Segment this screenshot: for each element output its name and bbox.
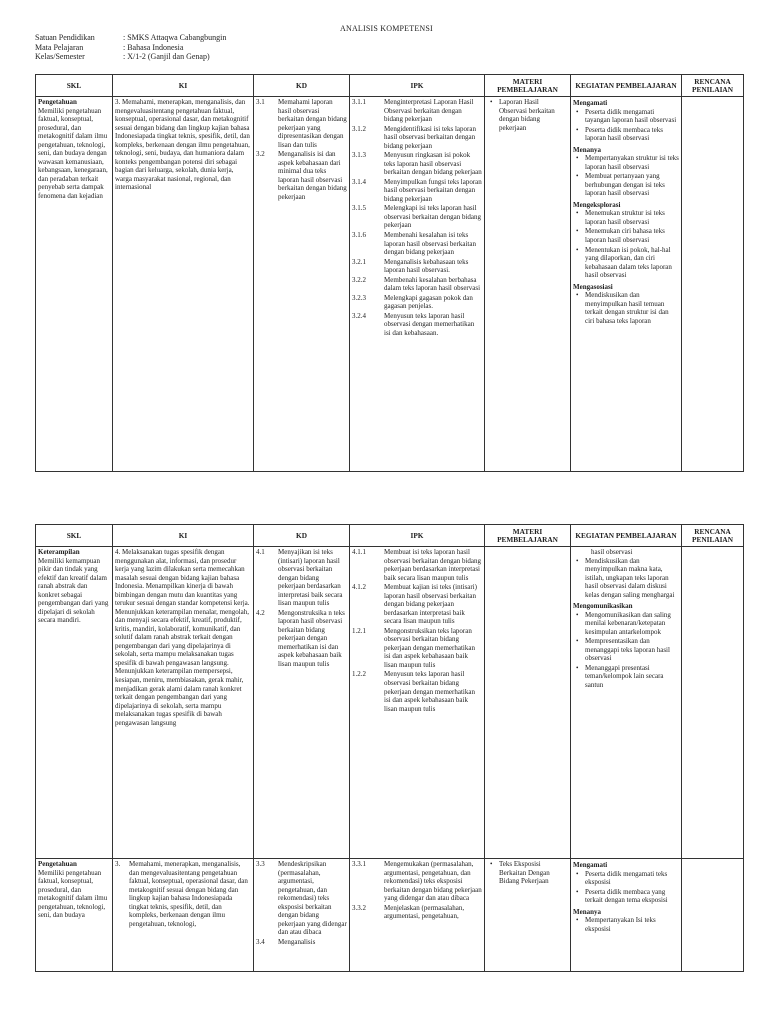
- ipk-text: Menjelaskan (permasalahan, argumentasi, pengetahuan,: [384, 903, 465, 921]
- ipk-text: Membenahi kesalahan isi teks laporan hasil observasi berkaitan dengan bidang pekerjaan: [384, 230, 476, 257]
- header-ipk: IPK: [350, 75, 485, 97]
- ipk-text: Membuat kajian isi teks (intisari) laporan hasil observasi berkaitan dengan bidang pekerjaan berdasarkan interpretasi baik secara lisan maupun tulis: [384, 583, 477, 626]
- kegiatan-cell: [571, 547, 682, 859]
- ipk-item: [352, 294, 482, 311]
- kegiatan-heading: Mengamati: [573, 99, 608, 107]
- skl-heading: Pengetahuan: [38, 860, 77, 868]
- kd-item: [256, 609, 347, 669]
- ipk-text: Mengidentifikasi isi teks laporan hasil observasi berkaitan dengan bidang pekerjaan: [384, 124, 476, 150]
- ipk-number: 3.1.4: [352, 177, 366, 186]
- ipk-text: Menyusun ringkasan isi pokok teks laporan hasil observasi berkaitan dengan bidang pekerjaan: [384, 151, 482, 177]
- ipk-number: 3.3.2: [352, 903, 366, 912]
- skl-heading: Pengetahuan: [38, 98, 77, 106]
- ipk-number: 3.2.1: [352, 257, 366, 266]
- rencana-cell: [682, 859, 744, 972]
- kegiatan-item: • Mendiskusikan dan menyimpulkan makna kata, istilah, ungkapan teks laporan hasil observasi dalam diskusi kelas dengan saling menghargai: [573, 557, 679, 600]
- ipk-number: 3.1.5: [352, 204, 366, 213]
- rencana-cell: [682, 547, 744, 859]
- kd-text: Menganalisis isi dan aspek kebahasaan dari minimal dua teks laporan hasil observasi berkaitan dengan bidang pekerjaan: [278, 150, 347, 201]
- ipk-number: 3.1.2: [352, 124, 366, 133]
- kd-text: Memahami laporan hasil observasi berkaitan dengan bidang pekerjaan yang dipresentasikan dengan lisan dan tulis: [278, 98, 347, 149]
- kegiatan-item: • Mempertanyakan struktur isi teks laporan hasil observasi: [573, 154, 679, 171]
- meta-row: [35, 43, 226, 53]
- ipk-item: [352, 258, 482, 275]
- materi-item: • Laporan Hasil Observasi berkaitan dengan bidang pekerjaan: [487, 98, 568, 132]
- table-row: [36, 859, 744, 972]
- ipk-text: Menyimpulkan fungsi teks laporan hasil observasi berkaitan dengan bidang pekerjaan: [384, 177, 482, 203]
- ipk-item: [352, 231, 482, 257]
- header-ipk: IPK: [350, 525, 485, 547]
- ipk-item: [352, 204, 482, 230]
- header-row: [36, 525, 744, 547]
- ipk-number: 4.1.2: [352, 583, 366, 592]
- ipk-text: Menyusun teks laporan hasil observasi berkaitan bidang pekerjaan dengan memerhatikan isi dan aspek kebahasaan baik lisan maupun tulis: [384, 670, 475, 713]
- ipk-cell: [350, 859, 485, 972]
- ipk-item: [352, 98, 482, 124]
- kegiatan-item: • Peserta didik membaca teks laporan hasil observasi: [573, 126, 679, 143]
- ipk-text: Mengemukakan (permasalahan, argumentasi, pengetahuan, dan rekomendasi) teks eksposisi berkaitan dengan bidang pekerjaan yang didengar dan atau dibaca: [384, 860, 482, 903]
- header-skl: SKL: [36, 525, 113, 547]
- kd-number: 3.4: [256, 937, 265, 946]
- meta-key: Mata Pelajaran: [35, 42, 84, 52]
- kd-number: 3.1: [256, 98, 265, 106]
- ki-number: 3.: [115, 860, 121, 868]
- ipk-cell: [350, 97, 485, 472]
- materi-cell: [485, 547, 571, 859]
- ki-cell: [113, 859, 254, 972]
- kegiatan-item: • Menemukan struktur isi teks laporan hasil observasi: [573, 209, 679, 226]
- ipk-text: Menyusun teks laporan hasil observasi dengan memerhatikan isi dan kebahasaan.: [384, 311, 475, 337]
- kegiatan-item: • Mempresentasikan dan menanggapi teks laporan hasil observasi: [573, 637, 679, 663]
- kd-text: Menyajikan isi teks (intisari) laporan hasil observasi berkaitan dengan bidang pekerjaan berdasarkan interpretasi baik secara lisan maupun tulis: [278, 548, 343, 608]
- ipk-item: [352, 627, 482, 670]
- ipk-item: [352, 276, 482, 293]
- header-ki: KI: [113, 75, 254, 97]
- header-kd: KD: [254, 75, 350, 97]
- kegiatan-list: [573, 611, 679, 690]
- ipk-number: 3.1.6: [352, 230, 366, 239]
- skl-cell: [36, 547, 113, 859]
- ipk-text: Melengkapi gagasan pokok dan gagasan penjelas.: [384, 293, 473, 311]
- skl-text: Memiliki kemampuan pikir dan tindak yang efektif dan kreatif dalam ranah abstrak dan konkret sebagai pengembangan dari yang dipelajari di sekolah secara mandiri.: [38, 556, 109, 625]
- ipk-text: Menginterpretasi Laporan Hasil Observasi berkaitan dengan bidang pekerjaan: [384, 98, 474, 124]
- kd-number: 4.2: [256, 608, 265, 617]
- materi-item: • Teks Eksposisi Berkaitan Dengan Bidang Pekerjaan: [487, 860, 568, 886]
- header-materi: MATERI PEMBELAJARAN: [485, 525, 571, 547]
- meta-row: [35, 52, 226, 62]
- ipk-number: 3.2.2: [352, 275, 366, 284]
- kegiatan-list: [573, 108, 679, 143]
- ki-text: Memahami, menerapkan, menganalisis, dan mengevaluasitentang pengetahuan faktual, konseptual, operasional dasar, dan metakognitif sesuai dengan bidang dan lingkup kajian bahasa Indonesiapada tingkat teknis, spesifik, detil, dan kompleks, berkenaan dengan ilmu pengetahuan, teknologi,: [129, 860, 248, 928]
- header-rencana: RENCANA PENILAIAN: [682, 525, 744, 547]
- kd-number: 3.3: [256, 860, 265, 868]
- kegiatan-list: [573, 557, 679, 600]
- meta-key: Satuan Pendidikan: [35, 33, 95, 42]
- ki-item: [115, 860, 251, 928]
- header-kegiatan: KEGIATAN PEMBELAJARAN: [571, 75, 682, 97]
- materi-cell: [485, 859, 571, 972]
- meta-row: [35, 33, 226, 43]
- materi-list: [487, 98, 568, 132]
- ipk-number: 3.1.3: [352, 151, 366, 160]
- header-skl: SKL: [36, 75, 113, 97]
- kd-text: Menganalisis: [278, 937, 316, 946]
- ki-text: 4. Melaksanakan tugas spesifik dengan menggunakan alat, informasi, dan prosedur kerja yang lazim dilakukan serta memecahkan masalah sesuai dengan bidang kajian bahasa Indonesia. Menampilkan kinerja di bawah bimbingan dengan mutu dan kuantitas yang terukur sesuai dengan standar kompetensi kerja. Menunjukkan keterampilan menalar, mengolah, dan menyaji secara efektif, kreatif, produktif, kritis, mandiri, kolaboratif, komunikatif, dan solutif dalam ranah abstrak terkait dengan pengembangan dari yang dipelajarinya di sekolah, serta mampu melaksanakan tugas spesifik di bawah pengawasan langsung. Menunjukkan keterampilan mempersepsi, kesiapan, meniru, membiasakan, gerak mahir, menjadikan gerak alami dalam ranah konkret terkait dengan pengembangan dari yang dipelajarinya di sekolah, serta mampu melaksanakan tugas spesifik di bawah pengawasan langsung: [115, 548, 250, 727]
- ipk-item: [352, 860, 482, 903]
- skl-text: Memiliki pengetahuan faktual, konseptual, prosedural, dan metakognitif dalam ilmu pengetahuan, teknologi, seni, dan budaya: [38, 868, 108, 920]
- skl-text: Memiliki pengetahuan faktual, konseptual, prosedural, dan metakognitif dalam ilmu pengetahuan, teknologi, seni, dan budaya dengan wawasan kemanusiaan, kebangsaan, kenegaraan, dan peradaban terkait penyebab serta dampak fenomena dan kejadian: [38, 106, 108, 200]
- kegiatan-item: • Peserta didik mengamati teks eksposisi: [573, 870, 679, 887]
- kd-number: 4.1: [256, 548, 265, 556]
- ipk-text: Membuat isi teks laporan hasil observasi berkaitan dengan bidang pekerjaan berdasarkan interpretasi baik secara lisan maupun tulis: [384, 548, 481, 582]
- ipk-number: 3.2.3: [352, 293, 366, 302]
- kegiatan-heading: Mengasosiasi: [573, 282, 613, 291]
- header-ki: KI: [113, 525, 254, 547]
- kegiatan-heading: Mengeksplorasi: [573, 200, 621, 209]
- meta-value: : Bahasa Indonesia: [123, 42, 184, 52]
- header-kd: KD: [254, 525, 350, 547]
- meta-key: Kelas/Semester: [35, 52, 85, 62]
- ipk-number: 3.3.1: [352, 860, 366, 868]
- ipk-text: Melengkapi isi teks laporan hasil observasi berkaitan dengan bidang pekerjaan: [384, 204, 481, 230]
- kegiatan-list: [573, 916, 679, 933]
- kd-item: [256, 548, 347, 608]
- kd-cell: [254, 859, 350, 972]
- kegiatan-heading: Mengamati: [573, 861, 608, 869]
- ipk-number: 3.1.1: [352, 98, 366, 106]
- table-row: [36, 97, 744, 472]
- kegiatan-item: • Mempertanyakan Isi teks eksposisi: [573, 916, 679, 933]
- ipk-item: [352, 548, 482, 582]
- kegiatan-heading: Mengomunikasikan: [573, 602, 633, 611]
- kegiatan-list: [573, 209, 679, 279]
- kegiatan-item: • Menanggapi presentasi teman/kelompok lain secara santun: [573, 664, 679, 690]
- document-meta: [35, 33, 226, 62]
- ipk-item: [352, 312, 482, 338]
- ipk-item: [352, 670, 482, 713]
- ipk-number: 1.2.2: [352, 670, 366, 679]
- competency-table-2: [35, 524, 744, 972]
- kegiatan-cell: [571, 859, 682, 972]
- kegiatan-item: • Mendiskusikan dan menyimpulkan hasil temuan terkait dengan struktur isi dan ciri bahasa teks laporan: [573, 291, 679, 325]
- ipk-item: [352, 178, 482, 204]
- kd-number: 3.2: [256, 150, 265, 159]
- kd-text: Mendeskripsikan (permasalahan, argumentasi, pengetahuan, dan rekomendasi) teks eksposisi berkaitan dengan bidang pekerjaan yang didengar dan atau dibaca: [278, 860, 347, 937]
- kd-item: [256, 150, 347, 201]
- header-rencana: RENCANA PENILAIAN: [682, 75, 744, 97]
- kegiatan-item: • Membuat pertanyaan yang berhubungan dengan isi teks laporan hasil observasi: [573, 172, 679, 198]
- rencana-cell: [682, 97, 744, 472]
- kd-item: [256, 938, 347, 947]
- kegiatan-list: [573, 154, 679, 198]
- kegiatan-item: • Peserta didik membaca yang terkait dengan tema eksposisi: [573, 888, 679, 905]
- kegiatan-item: • Mengomunikasikan dan saling menilai kebenaran/ketepatan kesimpulan antarkelompok: [573, 611, 679, 637]
- skl-cell: [36, 97, 113, 472]
- meta-value: : SMKS Attaqwa Cabangbungin: [123, 33, 227, 42]
- document-title: ANALISIS KOMPETENSI: [340, 24, 433, 33]
- kd-item: [256, 98, 347, 149]
- ipk-text: Membenahi kesalahan berbahasa dalam teks laporan hasil observasi: [384, 275, 481, 293]
- ipk-cell: [350, 547, 485, 859]
- table-row: [36, 547, 744, 859]
- ipk-item: [352, 151, 482, 177]
- meta-value: : X/1-2 (Ganjil dan Genap): [123, 52, 210, 62]
- ipk-item: [352, 583, 482, 626]
- competency-table-1: [35, 74, 744, 472]
- materi-list: [487, 860, 568, 886]
- kegiatan-heading: Menanya: [573, 145, 601, 154]
- ipk-number: 4.1.1: [352, 548, 366, 556]
- kegiatan-cell: [571, 97, 682, 472]
- header-row: [36, 75, 744, 97]
- kegiatan-item: • Menentukan isi pokok, hal-hal yang dilaporkan, dan ciri kebahasaan dalam teks laporan hasil observasi: [573, 246, 679, 280]
- ki-cell: [113, 547, 254, 859]
- kegiatan-item: • Peserta didik mengamati tayangan laporan hasil observasi: [573, 108, 679, 125]
- ipk-text: Mengonstruksikan teks laporan observasi berkaitan bidang pekerjaan dengan memerhatikan isi dan aspek kebahasaan baik lisan maupun tulis: [384, 626, 475, 669]
- kegiatan-list: [573, 870, 679, 905]
- kegiatan-list: [573, 291, 679, 325]
- kd-text: Mengonstruksika n teks laporan hasil observasi berkaitan bidang pekerjaan dengan memerhatikan isi dan aspek kebahasaan baik lisan maupun tulis: [278, 608, 345, 668]
- header-materi: MATERI PEMBELAJARAN: [485, 75, 571, 97]
- kd-item: [256, 860, 347, 937]
- skl-cell: [36, 859, 113, 972]
- kegiatan-heading: Menanya: [573, 907, 601, 916]
- materi-cell: [485, 97, 571, 472]
- ipk-text: Menganalisis kebahasaan teks laporan hasil observasi.: [384, 257, 469, 275]
- skl-heading: Keterampilan: [38, 548, 80, 556]
- kd-cell: [254, 547, 350, 859]
- kd-cell: [254, 97, 350, 472]
- ipk-number: 3.2.4: [352, 311, 366, 320]
- ipk-number: 1.2.1: [352, 626, 366, 635]
- ipk-item: [352, 125, 482, 151]
- ipk-item: [352, 904, 482, 921]
- kegiatan-item: • Menemukan ciri bahasa teks laporan hasil observasi: [573, 227, 679, 244]
- kegiatan-continued: hasil observasi: [591, 548, 633, 556]
- ki-cell: [113, 97, 254, 472]
- ki-text: 3. Memahami, menerapkan, menganalisis, dan mengevaluasitentang pengetahuan faktual, konseptual, operasional dasar, dan metakognitif sesuai dengan bidang dan lingkup kajian bahasa Indonesiapada tingkat teknis, spesifik, detil, dan kompleks, berkenaan dengan ilmu pengetahuan, teknologi, seni, budaya, dan humaniora dalam konteks pengembangan potensi diri sebagai bagian dari keluarga, sekolah, dunia kerja, warga masyarakat nasional, regional, dan internasional: [115, 98, 250, 192]
- header-kegiatan: KEGIATAN PEMBELAJARAN: [571, 525, 682, 547]
